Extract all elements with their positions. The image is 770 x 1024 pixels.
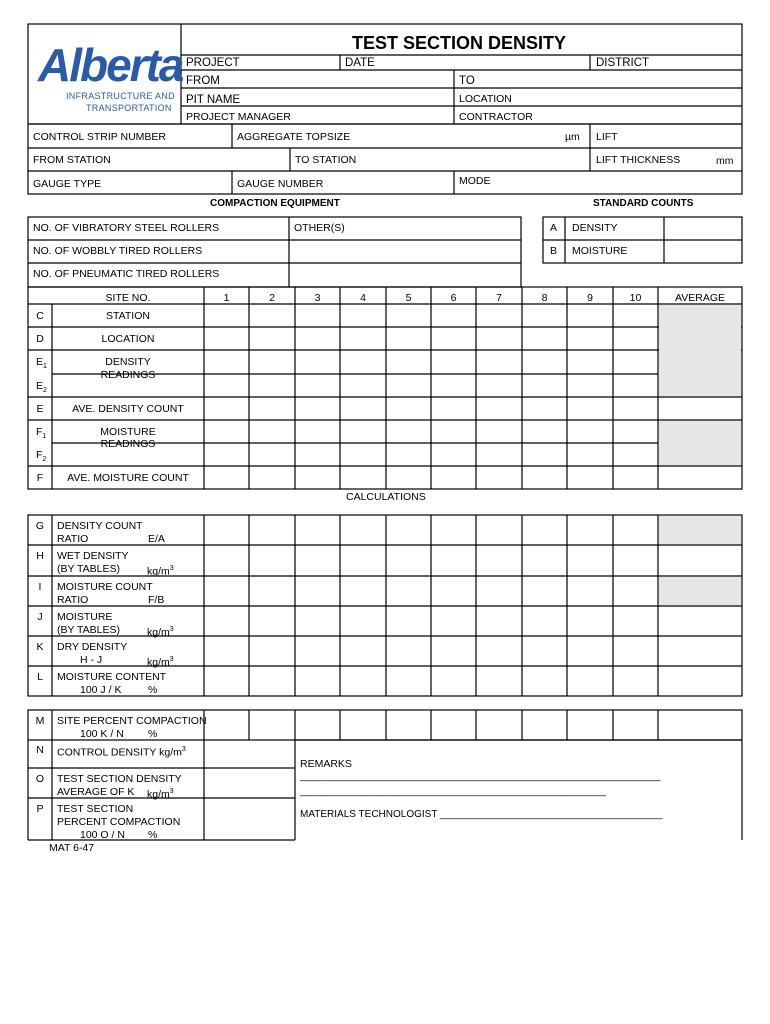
h-line-2: (BY TABLES) [57,563,121,575]
j-unit: $kg/m^3$ [147,626,174,639]
l-unit: % [148,684,158,696]
std-b-letter: B [550,245,558,257]
row-f1-letter: $F_1$ [36,426,47,441]
site-column-2: 2 [269,292,275,304]
others-label[interactable]: OTHER(S) [294,222,345,234]
row-e1-letter: $E_1$ [36,356,47,371]
form-number: MAT 6-47 [49,842,95,854]
site-column-1: 1 [223,292,230,304]
form-title: TEST SECTION DENSITY [352,33,567,53]
project-manager-label[interactable]: PROJECT MANAGER [186,111,291,123]
calculations-heading: CALCULATIONS [346,491,426,503]
materials-technologist-field[interactable]: MATERIALS TECHNOLOGIST ________________________________________ [300,809,663,820]
density-readings-label-1: DENSITY [105,356,151,368]
compaction-equipment-heading: COMPACTION EQUIPMENT [210,198,340,209]
mode-label[interactable]: MODE [459,175,491,187]
o-line-2: AVERAGE OF K [57,786,135,798]
h-line-1: WET DENSITY [57,550,129,562]
location-label[interactable]: LOCATION [459,93,512,105]
g-line-2: RATIO [57,533,89,545]
m-unit: % [148,728,158,740]
site-column-5: 5 [405,292,412,304]
row-g-letter: G [35,520,45,532]
m-line-1: SITE PERCENT COMPACTION [57,715,207,727]
row-e2-letter: $E_2$ [36,380,47,395]
wobbly-rollers-label[interactable]: NO. OF WOBBLY TIRED ROLLERS [33,245,203,257]
n-line-1: CONTROL DENSITY $kg/m^3$ [57,746,186,759]
remarks-line-2[interactable]: ________________________________________________________ [300,786,606,797]
k-line-1: DRY DENSITY [57,641,128,653]
site-column-9: 9 [587,292,593,304]
p-line-2: PERCENT COMPACTION [57,816,181,828]
row-e-letter: E [36,403,44,415]
l-line-1: MOISTURE CONTENT [57,671,167,683]
p-line-3: 100 O / N [80,829,125,841]
site-column-10: 10 [629,292,642,304]
station-label: STATION [106,310,150,322]
std-density-label[interactable]: DENSITY [572,222,618,234]
l-line-2: 100 J / K [80,684,122,696]
gauge-type-label[interactable]: GAUGE TYPE [33,178,102,190]
pit-name-label[interactable]: PIT NAME [186,94,241,106]
moisture-readings-label-1: MOISTURE [100,426,156,438]
average-shaded-moisture [659,421,741,465]
district-label[interactable]: DISTRICT [596,57,650,69]
o-line-1: TEST SECTION DENSITY [57,773,182,785]
row-k-letter: K [36,641,44,653]
row-d-letter: D [36,333,44,345]
site-column-8: 8 [541,292,548,304]
logo-subtitle-2: TRANSPORTATION [86,103,172,113]
row-f-letter: F [36,472,44,484]
row-c-letter: C [36,310,44,322]
vibratory-rollers-label[interactable]: NO. OF VIBRATORY STEEL ROLLERS [33,222,220,234]
ave-density-label: AVE. DENSITY COUNT [72,403,184,415]
average-shaded-i [659,577,741,605]
row-h-letter: H [36,550,44,562]
row-p-letter: P [36,803,44,815]
average-label: AVERAGE [675,292,725,304]
o-unit: $kg/m^3$ [147,788,174,801]
p-unit: % [148,829,158,841]
std-a-letter: A [550,222,558,234]
k-unit: $kg/m^3$ [147,656,174,669]
standard-counts-heading: STANDARD COUNTS [593,198,694,209]
j-line-1: MOISTURE [57,611,113,623]
row-m-letter: M [35,715,45,727]
row-o-letter: O [35,773,45,785]
h-unit: $kg/m^3$ [147,565,174,578]
site-column-4: 4 [360,292,366,304]
logo-subtitle-1: INFRASTRUCTURE AND [66,91,175,101]
site-column-6: 6 [450,292,457,304]
moisture-readings-label-2: READINGS [100,438,156,450]
pneumatic-rollers-label[interactable]: NO. OF PNEUMATIC TIRED ROLLERS [33,268,220,280]
row-i-letter: I [38,581,42,593]
from-station-label[interactable]: FROM STATION [33,154,111,166]
contractor-label[interactable]: CONTRACTOR [459,111,533,123]
remarks-label[interactable]: REMARKS [300,758,352,770]
i-formula: F/B [148,594,165,606]
mm-unit: mm [716,155,734,167]
g-formula: E/A [148,533,165,545]
to-label[interactable]: TO [459,75,475,87]
std-moisture-label[interactable]: MOISTURE [572,245,628,257]
average-shaded-density [659,305,741,396]
project-label[interactable]: PROJECT [186,57,240,69]
row-l-letter: L [37,671,43,683]
date-label[interactable]: DATE [345,57,375,69]
i-line-1: MOISTURE COUNT [57,581,153,593]
row-f2-letter: $F_2$ [36,449,47,464]
aggregate-topsize-label[interactable]: AGGREGATE TOPSIZE [237,131,351,143]
lift-thickness-label[interactable]: LIFT THICKNESS [596,154,681,166]
i-line-2: RATIO [57,594,89,606]
site-column-3: 3 [314,292,321,304]
control-strip-label[interactable]: CONTROL STRIP NUMBER [33,131,167,143]
lift-label[interactable]: LIFT [596,131,618,143]
average-shaded-g [659,516,741,544]
site-no-label: SITE NO. [105,292,151,304]
m-line-2: 100 K / N [80,728,124,740]
gauge-number-label[interactable]: GAUGE NUMBER [237,178,324,190]
remarks-line-1[interactable]: __________________________________________________________________ [300,771,661,782]
row-n-letter: N [36,744,44,756]
g-line-1: DENSITY COUNT [57,520,143,532]
p-line-1: TEST SECTION [57,803,134,815]
logo-wordmark: Alberta [38,39,183,91]
from-label[interactable]: FROM [186,75,220,87]
density-readings-label-2: READINGS [100,369,156,381]
to-station-label[interactable]: TO STATION [295,154,357,166]
row-j-letter: J [37,611,43,623]
ave-moisture-label: AVE. MOISTURE COUNT [67,472,189,484]
site-column-7: 7 [496,292,502,304]
j-line-2: (BY TABLES) [57,624,121,636]
location-row-label: LOCATION [101,333,155,345]
um-unit: µm [565,131,580,143]
k-line-2: H - J [80,654,103,666]
